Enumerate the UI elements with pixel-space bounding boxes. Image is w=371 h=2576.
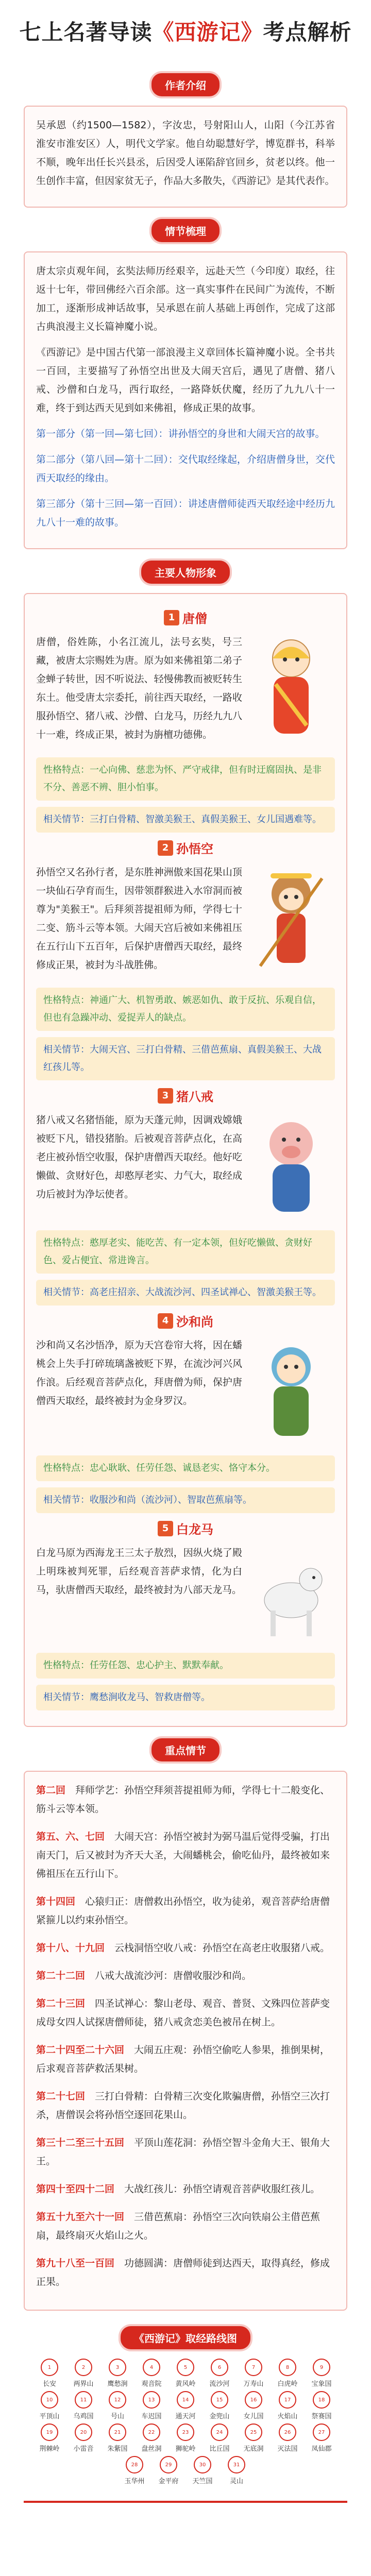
route-station-marker: 31: [228, 2456, 245, 2473]
route-station-label: 火焰山: [277, 2413, 298, 2420]
char-name: 猪八戒: [176, 1090, 213, 1104]
char-event: 相关情节：三打白骨精、智激美猴王、真假美猴王、女儿国遇难等。: [36, 807, 335, 833]
char-trait: 性格特点：一心向佛、慈悲为怀、严守戒律，但有时迂腐固执、是非不分、善恶不辨、胆小怕事。: [36, 757, 335, 801]
route-station-marker: 13: [143, 2391, 160, 2409]
content-section: [24, 219, 347, 549]
char-shaheshang: 4 沙和尚 沙和尚又名沙悟净，原为天宫卷帘大将，因在蟠桃会上失手打碎琉璃盏被贬下界，在流沙河兴风作浪。后经观音菩萨点化，拜唐僧为师，保护唐僧西天取经，最终被封为金身罗汉。 性格特点：忠心耿耿、任劳任怨、诚恳老实、恪守本分。 相关情节：收服沙和尚（流沙河）、智取芭蕉扇等。: [36, 1312, 335, 1513]
route-station-marker: 29: [160, 2456, 177, 2473]
char-event: 相关情节：高老庄招亲、大战流沙河、四圣试禅心、智激美猴王等。: [36, 1280, 335, 1306]
route-station-label: 两界山: [73, 2380, 94, 2388]
section-title-content: 情节梳理: [151, 219, 220, 242]
route-station-marker: 30: [194, 2456, 211, 2473]
sandy-illustration-icon: [247, 1336, 335, 1449]
route-station-label: 观音院: [141, 2380, 162, 2388]
char-tangseng: 1 唐僧 唐僧，俗姓陈，小名江流儿，法号玄奘，号三藏，被唐太宗赐姓为唐。原为如来佛祖第二弟子金蝉子转世，因不听说法、轻慢佛教而被贬转生东土。他受唐太宗委托，前往西天取经，一路收服孙悟空、猪八戒、沙僧、白龙马，历经九九八十一难，终成正果，被封为旃檀功德佛。 性格特点：一心向佛、慈悲为怀、严守戒律，但有时迂腐固执、是非不分、善恶不辨、胆小怕事。 相关情节：三打白骨精、智激美猴王、真假美猴王、女儿国遇难等。: [36, 608, 335, 833]
plot-item: 第十八、十九回 云栈洞悟空收八戒：孙悟空在高老庄收服猪八戒。: [36, 1942, 330, 1954]
route-station-marker: 10: [41, 2391, 58, 2409]
route-station: [34, 2359, 65, 2388]
route-station-label: 狮驼岭: [175, 2445, 196, 2453]
route-station-marker: 25: [245, 2424, 262, 2441]
route-station-marker: 26: [279, 2424, 296, 2441]
section-title-chars: 主要人物形象: [141, 561, 230, 584]
route-station-marker: 20: [75, 2424, 92, 2441]
plot-item: 第三十二至三十五回 平顶山莲花洞：孙悟空智斗金角大王、银角大王。: [36, 2137, 330, 2167]
route-station-label: 天竺国: [192, 2478, 213, 2485]
route-station-label: 小雷音: [73, 2445, 94, 2453]
part-1: 第一部分（第一回—第七回）：讲孙悟空的身世和大闹天宫的故事。: [36, 428, 325, 439]
route-station-marker: 3: [109, 2359, 126, 2376]
route-station-label: 宝象国: [311, 2380, 332, 2388]
char-event: 相关情节：收服沙和尚（流沙河）、智取芭蕉扇等。: [36, 1487, 335, 1513]
monk-illustration-icon: [247, 633, 335, 746]
route-station-marker: 12: [109, 2391, 126, 2409]
route-station-label: 金平府: [158, 2478, 179, 2485]
route-station-label: 白虎岭: [277, 2380, 298, 2388]
origin-text: 唐太宗贞观年间，玄奘法师历经艰辛，远赴天竺（今印度）取经，往返十七年，带回佛经六百余部。这一真实事件在民间广为流传，不断加工，逐渐形成神话故事，吴承恩在前人基础上再创作，完成了这部古典浪漫主义长篇神魔小说。: [36, 265, 335, 332]
route-station: [136, 2391, 167, 2420]
route-station-marker: 8: [279, 2359, 296, 2376]
route-station-label: 流沙河: [209, 2380, 230, 2388]
route-station-marker: 7: [245, 2359, 262, 2376]
route-station: [34, 2391, 65, 2420]
route-station-marker: 28: [126, 2456, 143, 2473]
char-trait: 性格特点：憨厚老实、能吃苦、有一定本领，但好吃懒做、贪财好色、爱占便宜、常进谗言。: [36, 1230, 335, 1274]
route-station-label: 乌鸡国: [73, 2413, 94, 2420]
route-station-marker: 6: [211, 2359, 228, 2376]
route-station-label: 无底洞: [243, 2445, 264, 2453]
char-name: 沙和尚: [176, 1315, 213, 1329]
route-station-label: 玉华州: [124, 2478, 145, 2485]
char-name: 孙悟空: [176, 842, 213, 856]
route-station: [68, 2359, 99, 2388]
route-station: [102, 2424, 133, 2453]
route-station-marker: 4: [143, 2359, 160, 2376]
route-station: [119, 2456, 150, 2485]
route-station: [136, 2359, 167, 2388]
route-station-marker: 21: [109, 2424, 126, 2441]
char-desc: 猪八戒又名猪悟能，原为天蓬元帅，因调戏嫦娥被贬下凡，错投猪胎。后被观音菩萨点化，在高老庄被孙悟空收服，保护唐僧西天取经。他好吃懒做、贪财好色，却憨厚老实、力气大，取经成功后被封为净坛使者。: [36, 1114, 242, 1200]
route-station-label: 金兜山: [209, 2413, 230, 2420]
plot-item: 第二十三回 四圣试禅心：黎山老母、观音、普贤、文殊四位菩萨变成母女四人试探唐僧师徒，猪八戒贪恋美色被吊在树上。: [36, 1998, 330, 2028]
route-station-label: 黄风岭: [175, 2380, 196, 2388]
route-station-label: 比丘国: [209, 2445, 230, 2453]
route-strip: [24, 2359, 347, 2485]
route-station: [306, 2424, 337, 2453]
route-station: [238, 2359, 269, 2388]
char-event: 相关情节：鹰愁涧收龙马、智救唐僧等。: [36, 1685, 335, 1710]
char-trait: 性格特点：任劳任怨、忠心护主、默默奉献。: [36, 1653, 335, 1679]
route-station: [238, 2391, 269, 2420]
plot-item: 第九十八至一百回 功德圆满：唐僧师徒到达西天，取得真经，修成正果。: [36, 2258, 330, 2287]
char-trait: 性格特点：神通广大、机智勇敢、嫉恶如仇、敢于反抗、乐观自信，但也有急躁冲动、爱捉弄人的缺点。: [36, 988, 335, 1031]
char-desc: 沙和尚又名沙悟净，原为天宫卷帘大将，因在蟠桃会上失手打碎琉璃盏被贬下界，在流沙河兴风作浪。后经观音菩萨点化，拜唐僧为师，保护唐僧西天取经，最终被封为金身罗汉。: [36, 1340, 242, 1406]
route-station-label: 车迟国: [141, 2413, 162, 2420]
route-station: [272, 2391, 303, 2420]
route-station: [34, 2424, 65, 2453]
route-station-label: 平顶山: [39, 2413, 60, 2420]
route-station-label: 万寿山: [243, 2380, 264, 2388]
route-station: [272, 2424, 303, 2453]
route-station: [136, 2424, 167, 2453]
route-station: [272, 2359, 303, 2388]
char-desc: 唐僧，俗姓陈，小名江流儿，法号玄奘，号三藏，被唐太宗赐姓为唐。原为如来佛祖第二弟子金蝉子转世，因不听说法、轻慢佛教而被贬转生东土。他受唐太宗委托，前往西天取经，一路收服孙悟空、猪八戒、沙僧、白龙马，历经九九八十一难，终成正果，被封为旃檀功德佛。: [36, 636, 242, 740]
route-map: [24, 2326, 347, 2485]
plot-item: 第五十九至六十一回 三借芭蕉扇：孙悟空三次向铁扇公主借芭蕉扇，最终扇灭火焰山之火。: [36, 2211, 321, 2241]
route-station-marker: 23: [177, 2424, 194, 2441]
route-station-label: 凤仙郡: [311, 2445, 332, 2453]
route-station: [170, 2424, 201, 2453]
chars-frame: [24, 593, 347, 1727]
route-station: [170, 2359, 201, 2388]
plot-frame: [24, 1771, 347, 2311]
plot-item: 第十四回 心猿归正：唐僧救出孙悟空，收为徒弟，观音菩萨给唐僧紧箍儿以约束孙悟空。: [36, 1896, 330, 1926]
characters-section: [24, 561, 347, 1727]
route-station: [238, 2424, 269, 2453]
author-text: 吴承恩（约1500—1582），字汝忠，号射阳山人，山阳（今江苏省淮安市淮安区）人，明代文学家。他自幼聪慧好学，博览群书，科举不顺，晚年出任长兴县丞，后因受人诬陷辞官回乡，贫老以终。他一生创作丰富，但因家贫无子，作品大多散失，《西游记》是其代表作。: [36, 120, 335, 187]
author-section: [24, 73, 347, 208]
route-station-label: 荆棘岭: [39, 2445, 60, 2453]
route-station-marker: 11: [75, 2391, 92, 2409]
route-title: 《西游记》取经路线图: [121, 2326, 250, 2349]
route-station-label: 灭法国: [277, 2445, 298, 2453]
pig-illustration-icon: [247, 1111, 335, 1224]
char-trait: 性格特点：忠心耿耿、任劳任怨、诚恳老实、恪守本分。: [36, 1455, 335, 1481]
char-sunwukong: 2 孙悟空 孙悟空又名孙行者，是东胜神洲傲来国花果山顶一块仙石孕育而生，因带领群猴进入水帘洞而被尊为"美猴王"。后拜须菩提祖师为师，学得七十二变、筋斗云等本领。大闹天宫后被如来佛祖压在五行山下五百年，后保护唐僧西天取经，最终修成正果，被封为斗战胜佛。 性格特点：神通广大、机智勇敢、嫉恶如仇、敢于反抗、乐观自信，但也有急躁冲动、爱捉弄人的缺点。 相关情节：大闹天宫、三打白骨精、三借芭蕉扇、真假美猴王、大战红孩儿等。: [36, 839, 335, 1080]
route-station-label: 朱紫国: [107, 2445, 128, 2453]
route-station-marker: 5: [177, 2359, 194, 2376]
route-station-marker: 15: [211, 2391, 228, 2409]
route-station: [204, 2391, 235, 2420]
route-station-marker: 1: [41, 2359, 58, 2376]
route-station-marker: 18: [313, 2391, 330, 2409]
author-frame: [24, 106, 347, 208]
plot-item: 第二十二回 八戒大战流沙河：唐僧收服沙和尚。: [36, 1970, 252, 1981]
char-name: 白龙马: [176, 1522, 213, 1537]
plot-section: [24, 1738, 347, 2311]
route-station-marker: 24: [211, 2424, 228, 2441]
route-station-marker: 17: [279, 2391, 296, 2409]
route-station: [153, 2456, 184, 2485]
route-station: [170, 2391, 201, 2420]
route-station-label: 通天河: [175, 2413, 196, 2420]
route-station-marker: 27: [313, 2424, 330, 2441]
part-2: 第二部分（第八回—第十二回）：交代取经缘起，介绍唐僧身世，交代西天取经的缘由。: [36, 454, 335, 484]
plot-item: 第二回 拜师学艺：孙悟空拜须菩提祖师为师，学得七十二般变化、筋斗云等本领。: [36, 1785, 330, 1815]
plot-item: 第二十四至二十六回 大闹五庄观：孙悟空偷吃人参果，推倒果树，后求观音菩萨救活果树。: [36, 2044, 330, 2074]
route-station: [306, 2391, 337, 2420]
route-station: [102, 2359, 133, 2388]
route-station-marker: 14: [177, 2391, 194, 2409]
plot-item: 第二十七回 三打白骨精：白骨精三次变化欺骗唐僧，孙悟空三次打杀，唐僧误会将孙悟空逐回花果山。: [36, 2091, 330, 2121]
char-zhubajie: 3 猪八戒 猪八戒又名猪悟能，原为天蓬元帅，因调戏嫦娥被贬下凡，错投猪胎。后被观音菩萨点化，在高老庄被孙悟空收服，保护唐僧西天取经。他好吃懒做、贪财好色，却憨厚老实、力气大，取经成功后被封为净坛使者。 性格特点：憨厚老实、能吃苦、有一定本领，但好吃懒做、贪财好色、爱占便宜、常进谗言。 相关情节：高老庄招亲、大战流沙河、四圣试禅心、智激美猴王等。: [36, 1087, 335, 1306]
route-station-label: 长安: [42, 2380, 56, 2388]
route-station-label: 女儿国: [243, 2413, 264, 2420]
footer-divider: [24, 2501, 347, 2503]
route-station-marker: 22: [143, 2424, 160, 2441]
route-station: [68, 2391, 99, 2420]
route-station: [102, 2391, 133, 2420]
route-station-marker: 2: [75, 2359, 92, 2376]
horse-illustration-icon: [247, 1544, 335, 1647]
route-station-label: 鹰愁涧: [107, 2380, 128, 2388]
plot-item: 第四十至四十二回 大战红孩儿：孙悟空请观音菩萨收服红孩儿。: [36, 2183, 321, 2195]
route-station-label: 号山: [110, 2413, 124, 2420]
char-name: 唐僧: [182, 612, 207, 626]
section-title-plot: 重点情节: [151, 1738, 220, 1761]
part-3: 第三部分（第十三回—第一百回）：讲述唐僧师徒西天取经途中经历九九八十一难的故事。: [36, 498, 335, 528]
route-station-label: 灵山: [229, 2478, 243, 2485]
plot-item: 第五、六、七回 大闹天宫：孙悟空被封为弼马温后觉得受骗，打出南天门，后又被封为齐天大圣，大闹蟠桃会，偷吃仙丹，最终被如来佛祖压在五行山下。: [36, 1831, 330, 1879]
route-station-marker: 9: [313, 2359, 330, 2376]
page-title: 七上名著导读 《西游记》 考点解析: [19, 20, 352, 45]
route-station: [306, 2359, 337, 2388]
route-station-marker: 16: [245, 2391, 262, 2409]
route-station: [187, 2456, 218, 2485]
route-station: [221, 2456, 252, 2485]
route-station-marker: 19: [41, 2424, 58, 2441]
route-station: [204, 2424, 235, 2453]
monkey-king-illustration-icon: [247, 863, 335, 976]
char-bailongma: 5 白龙马 白龙马原为西海龙王三太子敖烈，因纵火烧了殿上明珠被判死罪，后经观音菩萨求情，化为白马，驮唐僧西天取经，最终被封为八部天龙马。 性格特点：任劳任怨、忠心护主、默默奉献。 相关情节：鹰愁涧收龙马、智救唐僧等。: [36, 1519, 335, 1710]
route-station-label: 祭赛国: [311, 2413, 332, 2420]
intro-text: 《西游记》是中国古代第一部浪漫主义章回体长篇神魔小说。全书共一百回，主要描写了孙悟空出世及大闹天宫后，遇见了唐僧、猪八戒、沙僧和白龙马，西行取经，一路降妖伏魔，经历了九九八十一难，终于到达西天见到如来佛祖，修成正果的故事。: [36, 347, 335, 414]
char-event: 相关情节：大闹天宫、三打白骨精、三借芭蕉扇、真假美猴王、大战红孩儿等。: [36, 1037, 335, 1080]
route-station-label: 盘丝洞: [141, 2445, 162, 2453]
section-title-author: 作者介绍: [151, 73, 220, 96]
route-station: [68, 2424, 99, 2453]
content-frame: [24, 251, 347, 549]
char-desc: 白龙马原为西海龙王三太子敖烈，因纵火烧了殿上明珠被判死罪，后经观音菩萨求情，化为白马，驮唐僧西天取经，最终被封为八部天龙马。: [36, 1547, 242, 1596]
route-station: [204, 2359, 235, 2388]
char-desc: 孙悟空又名孙行者，是东胜神洲傲来国花果山顶一块仙石孕育而生，因带领群猴进入水帘洞而被尊为"美猴王"。后拜须菩提祖师为师，学得七十二变、筋斗云等本领。大闹天宫后被如来佛祖压在五行山下五百年，后保护唐僧西天取经，最终修成正果，被封为斗战胜佛。: [36, 867, 242, 971]
